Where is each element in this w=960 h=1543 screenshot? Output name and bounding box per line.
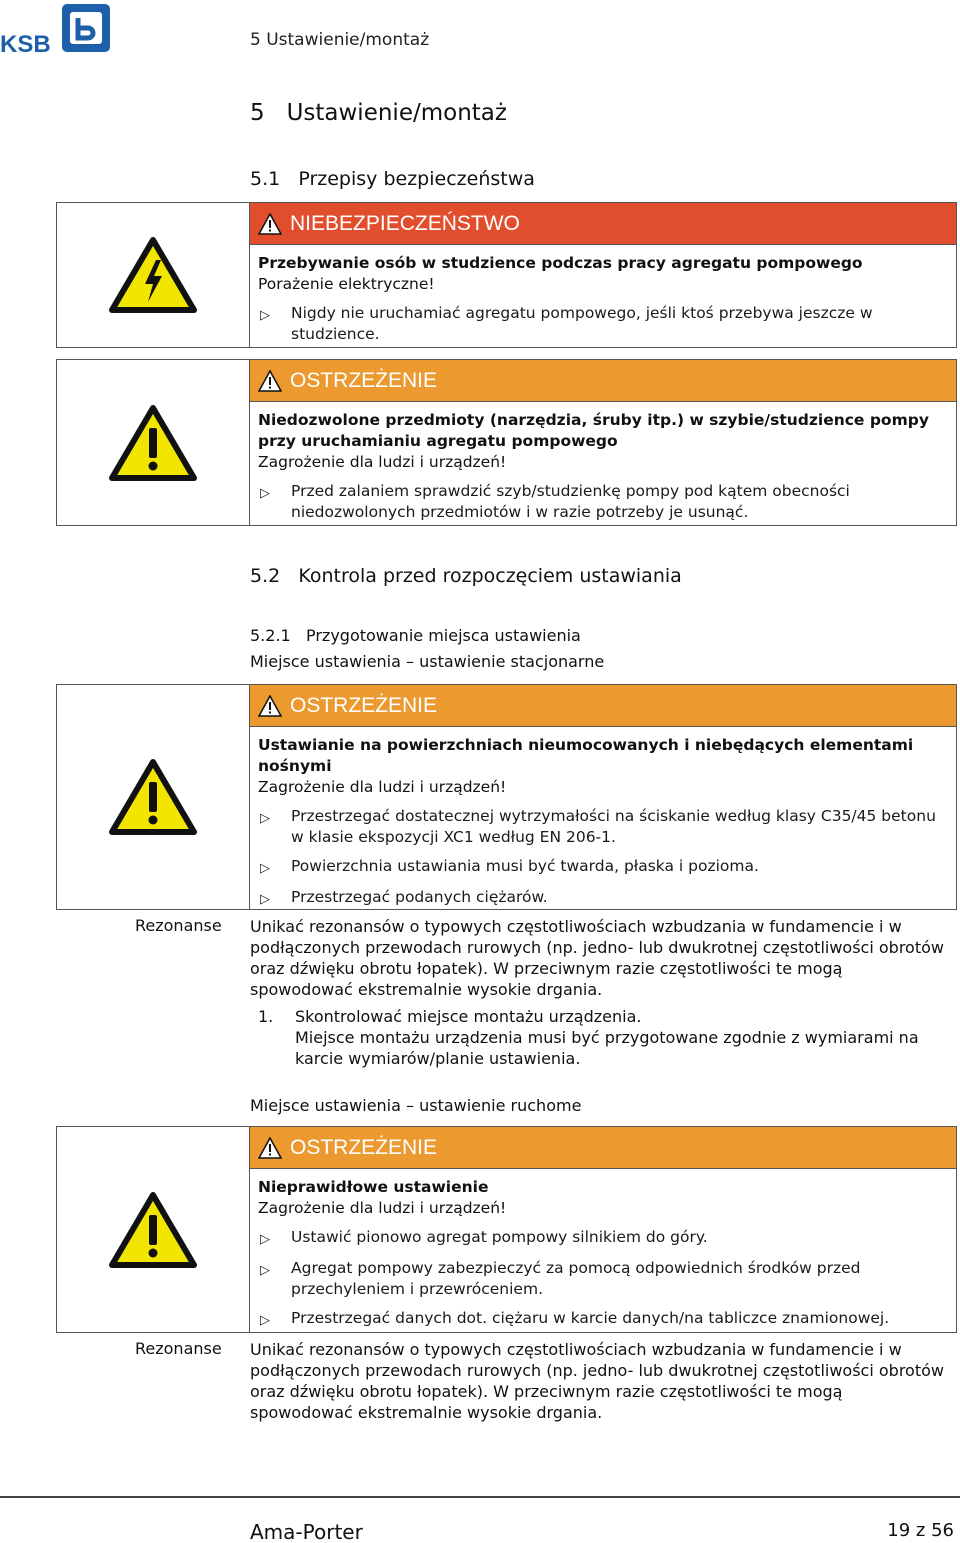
warning-icon-cell xyxy=(57,1127,250,1332)
warning-lead: Ustawianie na powierzchniach nieumocowanych i niebędących elementami nośnymi xyxy=(258,736,914,775)
step-item xyxy=(258,1006,958,1069)
danger-box xyxy=(56,202,957,348)
footer-page-number: 19 z 56 xyxy=(887,1520,954,1541)
list-item xyxy=(258,1308,946,1331)
triangle-bullet-icon: ▷ xyxy=(260,861,270,876)
warning-box-3 xyxy=(56,1126,957,1333)
triangle-bullet-icon: ▷ xyxy=(260,308,270,323)
list-item xyxy=(258,1227,946,1250)
rezonanse-paragraph: Unikać rezonansów o typowych częstotliwościach wzbudzania w fundamencie i w podłączonych przewodach rurowych (np. jedno- lub dwukrotnej częstotliwości obrotów oraz dźwięku obrotu łopatek). W przeciwnym razie częstotliwości te mogą spowodować ekstremalnie wysokie drgania. xyxy=(250,917,944,999)
warning-consequence: Zagrożenie dla ludzi i urządzeń! xyxy=(258,1199,507,1217)
warning-lead: Nieprawidłowe ustawienie xyxy=(258,1178,489,1196)
warning-bullet-text: Przestrzegać podanych ciężarów. xyxy=(291,888,548,906)
warning-lead: Niedozwolone przedmioty (narzędzia, śruby itp.) w szybie/studzience pompy przy uruchamianiu agregatu pompowego xyxy=(258,411,929,450)
warning-consequence: Zagrożenie dla ludzi i urządzeń! xyxy=(258,778,507,796)
warning-signal-word: OSTRZEŻENIE xyxy=(290,693,438,717)
warning-signal-band xyxy=(250,360,956,402)
warning-signal-band xyxy=(250,1127,956,1169)
footer-product-name: Ama-Porter xyxy=(250,1520,363,1543)
danger-lead: Przebywanie osób w studzience podczas pracy agregatu pompowego xyxy=(258,254,863,272)
warning-bullet-text: Przestrzegać danych dot. ciężaru w karcie danych/na tabliczce znamionowej. xyxy=(291,1309,890,1327)
warning-box-1 xyxy=(56,359,957,526)
warning-signal-band xyxy=(250,685,956,727)
danger-signal-word: NIEBEZPIECZEŃSTWO xyxy=(290,211,520,235)
danger-signal-band xyxy=(250,203,956,245)
list-item xyxy=(258,1258,946,1300)
exclamation-warning-icon xyxy=(109,1191,197,1269)
subsection-5-1-title: 5.1 Przepisy bezpieczeństwa xyxy=(250,168,535,190)
margin-label-rezonanse: Rezonanse xyxy=(135,1339,222,1358)
warning-box-2 xyxy=(56,684,957,910)
warning-sign-icon xyxy=(258,695,282,717)
list-item xyxy=(258,887,946,910)
high-voltage-icon xyxy=(109,236,197,314)
exclamation-warning-icon xyxy=(109,404,197,482)
danger-consequence: Porażenie elektryczne! xyxy=(258,275,435,293)
logo-text: KSB xyxy=(0,31,51,54)
subsection-5-2-title: 5.2 Kontrola przed rozpoczęciem ustawiania xyxy=(250,565,682,587)
subsection-5-2-1-title: 5.2.1 Przygotowanie miejsca ustawienia xyxy=(250,626,581,645)
warning-sign-icon xyxy=(258,370,282,392)
warning-bullet-text: Powierzchnia ustawiania musi być twarda, płaska i pozioma. xyxy=(291,857,759,875)
triangle-bullet-icon: ▷ xyxy=(260,811,270,826)
warning-bullet-text: Agregat pompowy zabezpieczyć za pomocą odpowiednich środków przed przechyleniem i przewróceniem. xyxy=(291,1259,861,1298)
mobile-subtitle: Miejsce ustawienia – ustawienie ruchome xyxy=(250,1096,582,1115)
warning-bullet-text: Ustawić pionowo agregat pompowy silnikiem do góry. xyxy=(291,1228,708,1246)
warning-signal-word: OSTRZEŻENIE xyxy=(290,1135,438,1159)
triangle-bullet-icon: ▷ xyxy=(260,892,270,907)
margin-label-rezonanse: Rezonanse xyxy=(135,916,222,935)
list-item xyxy=(258,481,946,523)
step-text: Skontrolować miejsce montażu urządzenia. xyxy=(295,1007,642,1026)
rezonanse-paragraph: Unikać rezonansów o typowych częstotliwościach wzbudzania w fundamencie i w podłączonych przewodach rurowych (np. jedno- lub dwukrotnej częstotliwości obrotów oraz dźwięku obrotu łopatek). W przeciwnym razie częstotliwości te mogą spowodować ekstremalnie wysokie drgania. xyxy=(250,1340,944,1422)
warning-consequence: Zagrożenie dla ludzi i urządzeń! xyxy=(258,453,507,471)
triangle-bullet-icon: ▷ xyxy=(260,1313,270,1328)
warning-icon-cell xyxy=(57,360,250,525)
list-item xyxy=(258,856,946,879)
triangle-bullet-icon: ▷ xyxy=(260,1263,270,1278)
exclamation-warning-icon xyxy=(109,758,197,836)
footer-divider xyxy=(0,1496,960,1498)
warning-bullet-text: Przed zalaniem sprawdzić szyb/studzienkę pompy pod kątem obecności niedozwolonych przedmiotów i w razie potrzeby je usunąć. xyxy=(291,482,850,521)
warning-bullet-text: Przestrzegać dostatecznej wytrzymałości na ściskanie według klasy C35/45 betonu w klasie ekspozycji XC1 według EN 206-1. xyxy=(291,807,936,846)
step-number: 1. xyxy=(258,1007,274,1026)
danger-icon-cell xyxy=(57,203,250,347)
list-item xyxy=(258,303,946,345)
warning-signal-word: OSTRZEŻENIE xyxy=(290,368,438,392)
triangle-bullet-icon: ▷ xyxy=(260,1232,270,1247)
danger-bullet-text: Nigdy nie uruchamiać agregatu pompowego, jeśli ktoś przebywa jeszcze w studzience. xyxy=(291,304,873,343)
running-head: 5 Ustawienie/montaż xyxy=(250,30,430,50)
triangle-bullet-icon: ▷ xyxy=(260,486,270,501)
step-result: Miejsce montażu urządzenia musi być przygotowane zgodnie z wymiarami na karcie wymiarów/planie ustawienia. xyxy=(295,1028,919,1068)
warning-sign-icon xyxy=(258,1137,282,1159)
ksb-logo xyxy=(0,2,118,54)
warning-icon-cell xyxy=(57,685,250,909)
warning-sign-icon xyxy=(258,213,282,235)
section-title: 5 Ustawienie/montaż xyxy=(250,100,507,126)
list-item xyxy=(258,806,946,848)
stationary-subtitle: Miejsce ustawienia – ustawienie stacjonarne xyxy=(250,652,605,671)
